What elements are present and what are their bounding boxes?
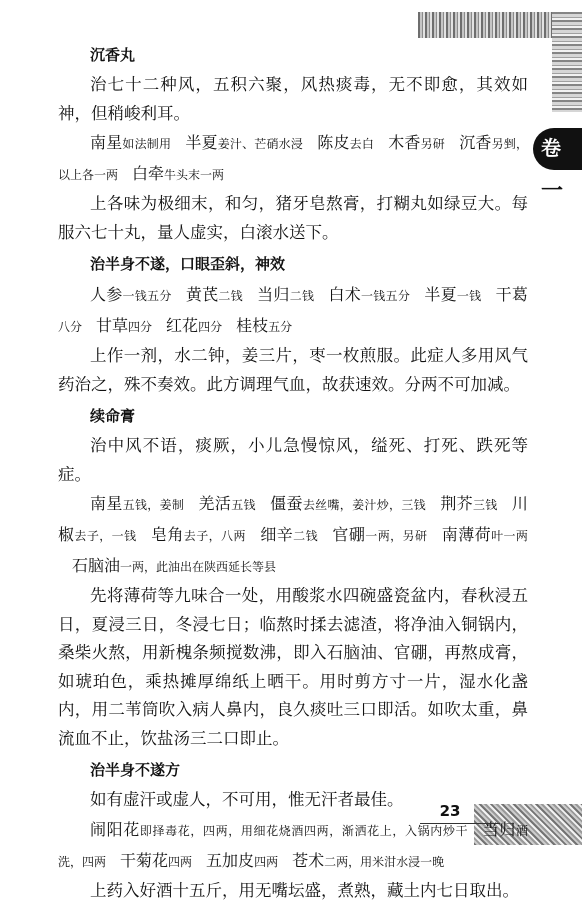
ingredient-dosage-note: 二钱 — [290, 289, 315, 303]
scan-texture-top — [418, 12, 552, 38]
ingredient-name: 陈皮 — [317, 133, 350, 152]
ingredient-name: 半夏 — [424, 285, 457, 304]
ingredient-item — [424, 285, 481, 304]
ingredient-dosage-note: 八分 — [58, 320, 82, 334]
ingredient-dosage-note: 一钱五分 — [123, 289, 172, 303]
ingredient-item — [132, 164, 224, 183]
ingredient-dosage-note: 去白 — [350, 137, 374, 151]
ingredient-item — [328, 285, 410, 304]
ingredient-dosage-note: 二钱 — [293, 529, 318, 543]
ingredient-dosage-note: 五分 — [268, 320, 292, 334]
ingredient-dosage-note: 一两，另研 — [365, 529, 427, 543]
ingredient-item — [186, 285, 243, 304]
ingredient-dosage-note: 一钱 — [457, 289, 482, 303]
ingredient-dosage-note: 姜汁、芒硝水浸 — [218, 137, 303, 151]
ingredient-dosage-note: 去子，八两 — [184, 529, 246, 543]
ingredient-dosage-note: 另研 — [421, 137, 445, 151]
ingredient-item — [388, 133, 445, 152]
ingredient-item — [90, 133, 171, 152]
ingredient-name: 川椒 — [58, 494, 528, 544]
ingredient-dosage-note: 另剉，以上各一两 — [58, 137, 528, 182]
ingredient-item — [96, 316, 152, 335]
ingredient-dosage-note: 如法制用 — [122, 137, 171, 151]
ingredient-name: 当归 — [482, 820, 516, 839]
ingredient-name: 人参 — [90, 285, 123, 304]
ingredient-name: 干葛 — [495, 285, 528, 304]
section-heading: 治半身不遂，口眼歪斜，神效 — [58, 253, 528, 276]
ingredient-name: 红花 — [166, 316, 198, 335]
ingredient-item — [441, 525, 528, 544]
ingredient-name: 细辛 — [260, 525, 293, 544]
ingredient-name: 白牵 — [132, 164, 164, 183]
ingredient-item — [166, 316, 222, 335]
ingredient-list — [58, 489, 528, 582]
ingredient-dosage-note: 叶一两 — [491, 529, 528, 543]
indication-paragraph: 治中风不语，痰厥，小儿急慢惊风，缢死、打死、跌死等症。 — [58, 432, 528, 489]
ingredient-item — [72, 556, 276, 575]
ingredient-name: 荆芥 — [440, 494, 473, 513]
ingredient-item — [120, 851, 192, 870]
ingredient-name: 僵蚕 — [270, 494, 303, 513]
ingredient-item — [317, 133, 374, 152]
ingredient-item — [270, 494, 426, 513]
ingredient-name: 五加皮 — [206, 851, 254, 870]
ingredient-item — [198, 494, 256, 513]
ingredient-name: 闹阳花 — [90, 820, 140, 839]
directions-paragraph: 上各味为极细末，和匀，猪牙皂熬膏，打糊丸如绿豆大。每服六七十丸，量人虚实，白滚水送下。 — [58, 190, 528, 247]
ingredient-dosage-note: 五钱，姜制 — [123, 498, 185, 512]
ingredient-item — [185, 133, 303, 152]
ingredient-item — [90, 494, 184, 513]
ingredient-dosage-note: 去子，一钱 — [74, 529, 136, 543]
ingredient-dosage-note: 四两 — [254, 855, 278, 869]
ingredient-item — [90, 820, 468, 839]
ingredient-list — [58, 128, 528, 190]
directions-paragraph: 先将薄荷等九味合一处，用酸浆水四碗盛瓷盆内，春秋浸五日，夏浸三日，冬浸七日；临熬时揉去滤渣，将净油入铜锅内，桑柴火熬，用新槐条频搅数沸，即入石脑油、官硼，再熬成膏，如琥珀色，乘热摊厚绵纸上晒干。用时剪方寸一片，湿水化盏内，用二苇筒吹入病人鼻内，良久痰吐三口即活。如吹太重，鼻流血不止，饮盐汤三二口即止。 — [58, 582, 528, 753]
ingredient-list — [58, 280, 528, 342]
ingredient-dosage-note: 二钱 — [218, 289, 243, 303]
section-heading: 治半身不遂方 — [58, 759, 528, 782]
chapter-number: 一 — [537, 176, 567, 206]
ingredient-item — [206, 851, 278, 870]
ingredient-name: 南薄荷 — [441, 525, 491, 544]
indication-paragraph: 如有虚汗或虚人，不可用，惟无汗者最佳。 — [58, 786, 528, 815]
ingredient-item — [236, 316, 292, 335]
ingredient-dosage-note: 去丝嘴，姜汁炒，三钱 — [303, 498, 426, 512]
ingredient-name: 官硼 — [332, 525, 365, 544]
ingredient-dosage-note: 三钱 — [473, 498, 498, 512]
ingredient-name: 沉香 — [459, 133, 492, 152]
ingredient-dosage-note: 四分 — [128, 320, 152, 334]
ingredient-name: 皂角 — [151, 525, 184, 544]
ingredient-name: 白术 — [328, 285, 361, 304]
ingredient-item — [151, 525, 246, 544]
ingredient-dosage-note: 五钱 — [231, 498, 256, 512]
ingredient-name: 半夏 — [185, 133, 218, 152]
page-content — [58, 44, 528, 905]
ingredient-item — [257, 285, 314, 304]
ingredient-name: 当归 — [257, 285, 290, 304]
ingredient-name: 石脑油 — [72, 556, 120, 575]
indication-paragraph: 治七十二种风，五积六聚，风热痰毒，无不即愈，其效如神，但稍峻利耳。 — [58, 71, 528, 128]
ingredient-item — [90, 285, 172, 304]
ingredient-dosage-note: 四分 — [198, 320, 222, 334]
volume-tab-label: 卷 — [536, 130, 566, 166]
ingredient-dosage-note: 一钱五分 — [361, 289, 410, 303]
ingredient-name: 桂枝 — [236, 316, 268, 335]
ingredient-name: 木香 — [388, 133, 421, 152]
ingredient-name: 南星 — [90, 494, 123, 513]
ingredient-dosage-note: 牛头末一两 — [164, 168, 224, 182]
ingredient-dosage-note: 四两 — [168, 855, 192, 869]
section-heading: 续命膏 — [58, 405, 528, 428]
directions-paragraph: 上药入好酒十五斤，用无嘴坛盛，煮熟，藏土内七日取出。 — [58, 877, 528, 905]
ingredient-name: 甘草 — [96, 316, 128, 335]
ingredient-item — [292, 851, 444, 870]
scan-texture-edge — [552, 12, 582, 112]
directions-paragraph: 上作一剂，水二钟，姜三片，枣一枚煎服。此症人多用风气药治之，殊不奏效。此方调理气血，故获速效。分两不可加减。 — [58, 342, 528, 399]
ingredient-name: 干菊花 — [120, 851, 168, 870]
ingredient-name: 南星 — [90, 133, 122, 152]
ingredient-dosage-note: 一两，此油出在陕西延长等县 — [120, 560, 276, 574]
page-number-rule — [420, 823, 500, 824]
ingredient-name: 黄芪 — [186, 285, 219, 304]
ingredient-dosage-note: 二两，用米泔水浸一晚 — [324, 855, 444, 869]
ingredient-name: 羌活 — [198, 494, 231, 513]
page-number: 23 — [430, 800, 470, 822]
ingredient-item — [440, 494, 498, 513]
ingredient-dosage-note: 即择毒花，四两，用细花烧酒四两，渐洒花上，入锅内炒干 — [140, 824, 468, 838]
section-heading: 沉香丸 — [58, 44, 528, 67]
ingredient-name: 苍术 — [292, 851, 324, 870]
ingredient-item — [332, 525, 427, 544]
ingredient-item — [260, 525, 318, 544]
ingredient-dosage-note: 酒洗，四两 — [58, 824, 528, 869]
